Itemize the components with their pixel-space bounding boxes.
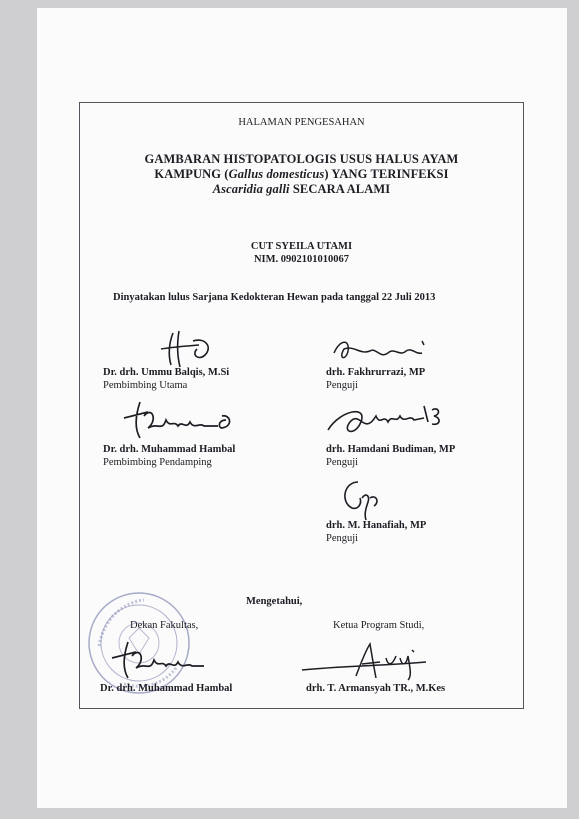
- signatory-1-role: Pembimbing Utama: [103, 380, 188, 391]
- signature-program-head: [300, 640, 430, 684]
- approval-heading: Mengetahui,: [246, 596, 303, 607]
- signatory-5-name: drh. M. Hanafiah, MP: [326, 520, 427, 531]
- signature-muhammad-hambal: [118, 398, 238, 444]
- graduation-statement: Dinyatakan lulus Sarjana Kedokteran Hewan pada tanggal 22 Juli 2013: [113, 292, 436, 303]
- thesis-title-line-1: GAMBARAN HISTOPATOLOGIS USUS HALUS AYAM: [144, 152, 459, 166]
- author-nim: NIM. 0902101010067: [253, 254, 350, 265]
- program-head-name: drh. T. Armansyah TR., M.Kes: [306, 683, 446, 694]
- signatory-4-role: Penguji: [326, 457, 359, 468]
- signatory-3-name: Dr. drh. Muhammad Hambal: [103, 444, 236, 455]
- signature-dean: [108, 640, 208, 684]
- signatory-3-role: Pembimbing Pendamping: [103, 457, 212, 468]
- dean-title: Dekan Fakultas,: [130, 620, 199, 631]
- signature-hanafiah: [336, 474, 386, 524]
- thesis-title-line-2: KAMPUNG (Gallus domesticus) YANG TERINFEKSI: [154, 167, 449, 181]
- author-name: CUT SYEILA UTAMI: [250, 241, 353, 252]
- signatory-2-name: drh. Fakhrurrazi, MP: [326, 367, 426, 378]
- thesis-title-line-3: Ascaridia galli SECARA ALAMI: [212, 182, 391, 196]
- signatory-4-name: drh. Hamdani Budiman, MP: [326, 444, 456, 455]
- signature-fakhrurrazi: [330, 335, 430, 367]
- program-head-title: Ketua Program Studi,: [333, 620, 425, 631]
- signatory-1-name: Dr. drh. Ummu Balqis, M.Si: [103, 367, 230, 378]
- signature-ummu-balqis: [155, 325, 215, 371]
- dean-name: Dr. drh. Muhammad Hambal: [100, 683, 233, 694]
- signature-hamdani-budiman: [320, 396, 450, 446]
- signatory-5-role: Penguji: [326, 533, 359, 544]
- signatory-2-role: Penguji: [326, 380, 359, 391]
- page-heading: HALAMAN PENGESAHAN: [238, 117, 365, 128]
